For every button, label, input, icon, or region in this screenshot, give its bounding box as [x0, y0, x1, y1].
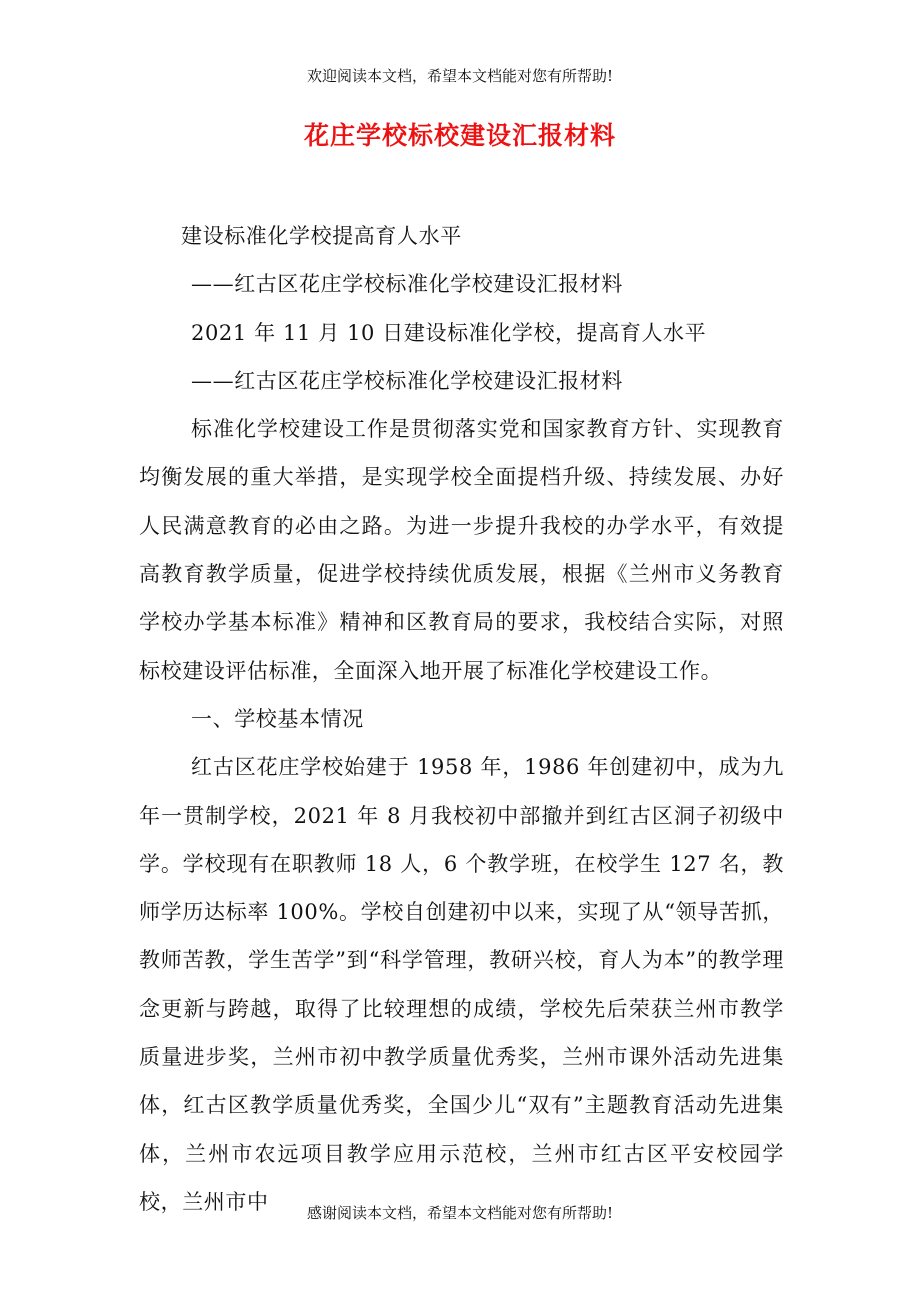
subtitle-line: 建设标准化学校提高育人水平	[181, 224, 462, 248]
byline-line: ——红古区花庄学校标准化学校建设汇报材料	[191, 272, 623, 297]
section-heading: 一、学校基本情况	[191, 706, 364, 731]
document-title: 花庄学校标校建设汇报材料	[303, 121, 616, 150]
page-header-note: 欢迎阅读本文档，希望本文档能对您有所帮助!	[306, 67, 614, 85]
page-footer-note: 感谢阅读本文档，希望本文档能对您有所帮助!	[306, 1204, 614, 1222]
byline-line: ——红古区花庄学校标准化学校建设汇报材料	[191, 368, 623, 393]
document-body	[139, 212, 784, 1226]
date-line: 2021 年 11 月 10 日建设标准化学校，提高育人水平	[191, 320, 707, 345]
section-paragraph: 红古区花庄学校始建于 1958 年，1986 年创建初中，成为九年一贯制学校，2021 年 8 月我校初中部撤并到红古区洞子初级中学。学校现有在职教师 18 人，6 个教学班，在校学生 127 名，教师学历达标率 100%。学校自创建初中以来，实现了从“领导苦抓，教师苦教，学生苦学”到“科学管理，教研兴校，育人为本”的教学理念更新与跨越，取得了比较理想的成绩，学校先后荣获兰州市教学质量进步奖，兰州市初中教学质量优秀奖，兰州市课外活动先进集体，红古区教学质量优秀奖，全国少儿“双有”主题教育活动先进集体，兰州市农远项目教学应用示范校，兰州市红古区平安校园学校，兰州市中	[139, 755, 784, 1214]
intro-paragraph: 标准化学校建设工作是贯彻落实党和国家教育方针、实现教育均衡发展的重大举措，是实现学校全面提档升级、持续发展、办好人民满意教育的必由之路。为进一步提升我校的办学水平，有效提高教育教学质量，促进学校持续优质发展，根据《兰州市义务教育学校办学基本标准》精神和区教育局的要求，我校结合实际，对照标校建设评估标准，全面深入地开展了标准化学校建设工作。	[139, 417, 784, 683]
